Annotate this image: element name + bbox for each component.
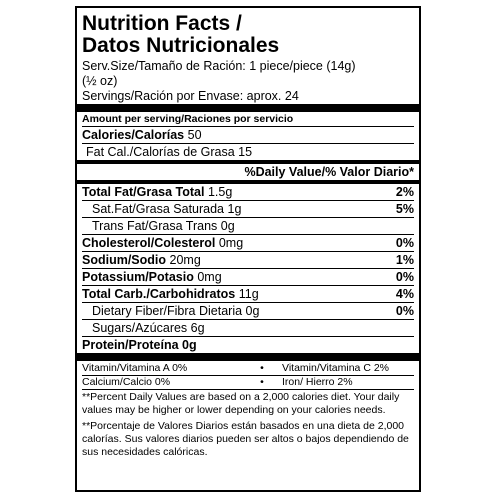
nutrient-amount: 1g bbox=[227, 202, 242, 216]
nutrient-label: Total Fat/Grasa Total bbox=[82, 185, 205, 199]
nutrition-facts-label bbox=[75, 6, 421, 492]
nutrient-amount: 1.5g bbox=[207, 185, 233, 199]
nutrient-label: Sugars/Azúcares bbox=[92, 321, 188, 335]
nutrient-label: Sat.Fat/Grasa Saturada bbox=[92, 202, 225, 216]
nutrient-label: Cholesterol/Colesterol bbox=[82, 236, 216, 250]
nutrient-row-trans-fat bbox=[82, 217, 414, 234]
nutrient-amount: 0mg bbox=[218, 236, 244, 250]
nutrient-amount: 20mg bbox=[169, 253, 201, 267]
nutrient-dv: 2% bbox=[395, 185, 414, 199]
vitamin-c: Vitamin/Vitamina C 2% bbox=[282, 362, 389, 374]
vitamin-separator: • bbox=[260, 362, 264, 374]
nutrient-row-potassium bbox=[82, 268, 414, 285]
nutrient-amount: 0mg bbox=[197, 270, 222, 284]
nutrient-amount: 11g bbox=[238, 287, 259, 301]
nutrient-label: Sodium/Sodio bbox=[82, 253, 167, 267]
nutrient-amount: 6g bbox=[190, 321, 205, 335]
vitamin-row-1 bbox=[82, 362, 414, 375]
label-title-line1: Nutrition Facts / bbox=[82, 12, 242, 35]
amount-per-serving bbox=[82, 112, 414, 126]
daily-value-header: %Daily Value/% Valor Diario* bbox=[244, 165, 414, 179]
nutrient-dv: 0% bbox=[395, 304, 414, 318]
nutrient-dv: 0% bbox=[395, 236, 414, 250]
nutrient-dv: 5% bbox=[395, 202, 414, 216]
servings-per-container: Servings/Ración por Envase: aprox. 24 bbox=[82, 89, 299, 103]
footnote-spanish: **Porcentaje de Valores Diarios están basados en una dieta de 2,000 calorías. Sus valores diarios pueden ser altos o bajos dependiendo de sus necesidades calóricas. bbox=[82, 420, 409, 458]
nutrient-row-protein bbox=[82, 336, 414, 353]
amount-per-serving-text: Amount per serving/Raciones por servicio bbox=[82, 113, 294, 125]
fat-calories-row bbox=[82, 143, 414, 160]
nutrient-label: Potassium/Potasio bbox=[82, 270, 194, 284]
nutrient-row-cholesterol bbox=[82, 234, 414, 251]
nutrient-amount: 0g bbox=[220, 219, 235, 233]
serving-size: Serv.Size/Tamaño de Ración: 1 piece/piece (14g) bbox=[82, 59, 356, 73]
footnote-english: **Percent Daily Values are based on a 2,000 calories diet. Your daily values may be higher or lower depending on your calories needs. bbox=[82, 389, 414, 417]
nutrient-row-fiber bbox=[82, 302, 414, 319]
nutrient-dv: 1% bbox=[395, 253, 414, 267]
nutrient-label: Trans Fat/Grasa Trans bbox=[92, 219, 218, 233]
nutrient-row-sodium bbox=[82, 251, 414, 268]
fat-calories-text: Fat Cal./Calorías de Grasa 15 bbox=[86, 145, 253, 159]
nutrient-label: Total Carb./Carbohidratos bbox=[82, 287, 236, 301]
iron: Iron/ Hierro 2% bbox=[282, 376, 353, 388]
nutrient-label: Protein/Proteína bbox=[82, 338, 179, 352]
calories-row bbox=[82, 126, 414, 143]
vitamin-a: Vitamin/Vitamina A 0% bbox=[82, 362, 188, 374]
calories-label: Calories/Calorías bbox=[82, 128, 185, 142]
nutrient-row-total-carb bbox=[82, 285, 414, 302]
thick-divider bbox=[77, 104, 419, 112]
nutrient-amount: 0g bbox=[245, 304, 260, 318]
nutrient-dv: 4% bbox=[395, 287, 414, 301]
vitamin-row-2 bbox=[82, 375, 414, 389]
calcium: Calcium/Calcio 0% bbox=[82, 376, 171, 388]
vitamin-separator: • bbox=[260, 376, 264, 388]
label-title-line2: Datos Nutricionales bbox=[82, 34, 280, 57]
nutrient-label: Dietary Fiber/Fibra Dietaria bbox=[92, 304, 243, 318]
nutrient-dv: 0% bbox=[395, 270, 414, 284]
thick-divider-2 bbox=[77, 353, 419, 361]
serving-size-oz: (½ oz) bbox=[82, 74, 118, 88]
nutrient-row-sat-fat bbox=[82, 200, 414, 217]
nutrient-row-sugars bbox=[82, 319, 414, 336]
nutrient-row-total-fat bbox=[82, 184, 414, 200]
nutrient-amount: 0g bbox=[182, 338, 197, 352]
calories-value: 50 bbox=[187, 128, 202, 142]
